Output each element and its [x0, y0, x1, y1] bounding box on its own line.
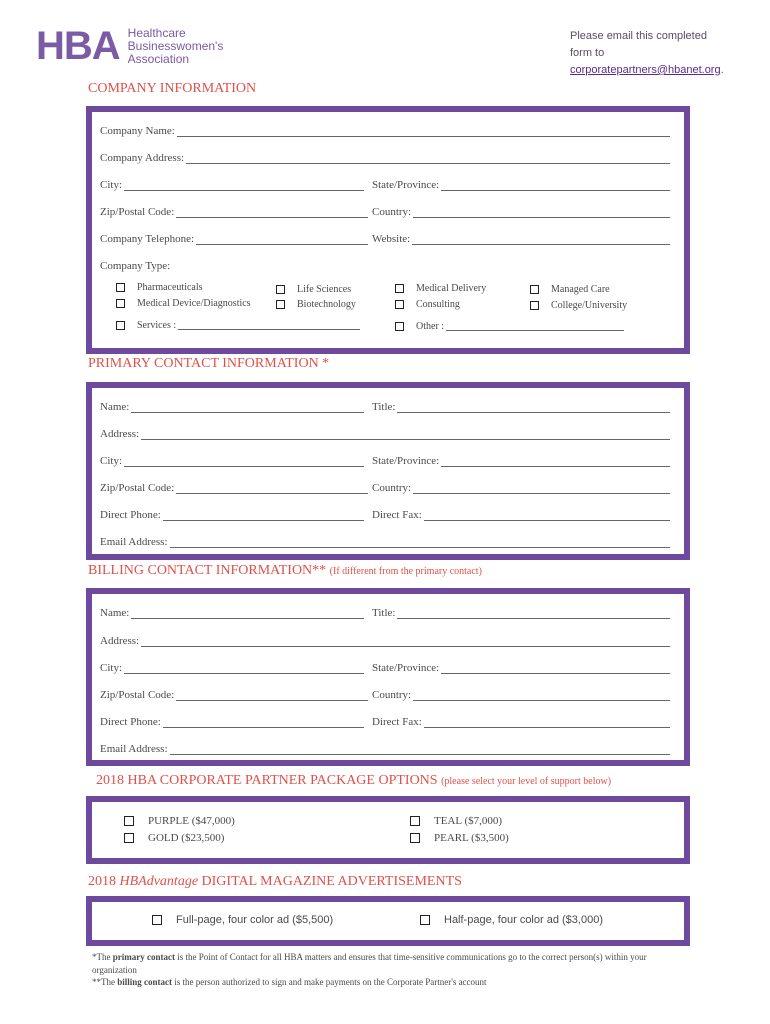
company-city-field[interactable]	[100, 179, 364, 191]
company-name-label: Company Name:	[100, 125, 175, 137]
billing-address-label: Address:	[100, 635, 140, 647]
type-delivery-label: Medical Delivery	[416, 283, 487, 294]
logo-line-1: Healthcare	[127, 25, 186, 40]
billing-zip-line[interactable]	[176, 691, 368, 701]
ad-full-page-option[interactable]	[152, 914, 333, 926]
checkbox[interactable]	[530, 285, 539, 294]
company-state-field[interactable]	[372, 179, 670, 191]
type-other-label: Other :	[416, 321, 445, 332]
ads-title-prefix: 2018	[88, 874, 116, 889]
footnote-2-text: is the person authorized to sign and make payments on the Corporate Partner's account	[174, 977, 487, 987]
billing-section-title	[88, 563, 482, 579]
company-type-label: Company Type:	[100, 260, 171, 272]
primary-email-label: Email Address:	[100, 536, 168, 548]
company-name-field[interactable]	[100, 125, 670, 137]
email-instructions	[570, 28, 724, 79]
logo-line-2: Businesswomen's	[127, 38, 224, 53]
type-college-label: College/University	[551, 300, 628, 311]
primary-fax-label: Direct Fax:	[372, 509, 422, 521]
other-line[interactable]	[446, 322, 624, 331]
company-zip-line[interactable]	[176, 208, 368, 218]
billing-address-field[interactable]	[100, 635, 670, 647]
company-website-label: Website:	[372, 233, 411, 245]
primary-country-line[interactable]	[413, 484, 670, 494]
checkbox[interactable]	[116, 321, 125, 330]
billing-country-label: Country:	[372, 689, 412, 701]
checkbox[interactable]	[410, 816, 420, 826]
billing-phone-line[interactable]	[163, 718, 364, 728]
package-pearl-label: PEARL ($3,500)	[434, 832, 509, 844]
type-services-label: Services :	[137, 320, 177, 331]
primary-zip-line[interactable]	[176, 484, 368, 494]
primary-state-line[interactable]	[441, 457, 670, 467]
primary-email-line[interactable]	[170, 538, 670, 548]
company-info-box	[86, 106, 690, 354]
billing-title-label: Title:	[372, 607, 396, 619]
package-purple-label: PURPLE ($47,000)	[148, 815, 235, 827]
primary-zip-label: Zip/Postal Code:	[100, 482, 175, 494]
billing-state-line[interactable]	[441, 664, 670, 674]
footnote-2-prefix: **The	[92, 977, 115, 987]
billing-fax-line[interactable]	[424, 718, 670, 728]
company-phone-field[interactable]	[100, 233, 368, 245]
checkbox[interactable]	[116, 283, 125, 292]
primary-state-field[interactable]	[372, 455, 670, 467]
footnote-primary	[92, 951, 682, 976]
package-gold-option[interactable]	[124, 832, 224, 844]
primary-email-field[interactable]	[100, 536, 670, 548]
type-managed-label: Managed Care	[551, 284, 610, 295]
logo-mark: HBA	[36, 24, 120, 68]
primary-phone-line[interactable]	[163, 511, 364, 521]
primary-zip-row	[100, 480, 670, 494]
primary-name-row	[100, 399, 670, 413]
footnote-1-prefix: *The	[92, 952, 111, 962]
primary-address-field[interactable]	[100, 428, 670, 440]
billing-name-row	[100, 605, 670, 619]
packages-section-title	[96, 773, 611, 789]
checkbox[interactable]	[395, 322, 404, 331]
billing-country-field[interactable]	[372, 689, 670, 701]
footnote-1-text: is the Point of Contact for all HBA matters and ensures that time-sensitive communications go to the correct person(s) within your organization	[92, 952, 647, 975]
primary-city-field[interactable]	[100, 455, 364, 467]
ads-box	[86, 896, 690, 946]
ad-half-page-option[interactable]	[420, 914, 603, 926]
email-note-line-1: Please email this completed	[570, 30, 707, 42]
email-note-line-2: form to	[570, 47, 605, 59]
company-zip-field[interactable]	[100, 206, 368, 218]
primary-email-row	[100, 534, 670, 548]
billing-phone-label: Direct Phone:	[100, 716, 161, 728]
billing-zip-field[interactable]	[100, 689, 368, 701]
packages-box	[86, 796, 690, 864]
email-note-tail: .	[720, 64, 724, 76]
company-name-line[interactable]	[177, 127, 670, 137]
type-college-option[interactable]	[530, 300, 627, 311]
email-link[interactable]: corporatepartners@hbanet.org	[570, 64, 721, 76]
billing-name-line[interactable]	[131, 609, 364, 619]
billing-email-field[interactable]	[100, 743, 670, 755]
primary-title-label: Title:	[372, 401, 396, 413]
hba-logo	[36, 26, 223, 66]
ad-full-page-label: Full-page, four color ad ($5,500)	[176, 914, 334, 926]
ads-title-suffix: DIGITAL MAGAZINE ADVERTISEMENTS	[201, 874, 462, 889]
billing-city-field[interactable]	[100, 662, 364, 674]
company-city-line[interactable]	[124, 181, 364, 191]
billing-phone-field[interactable]	[100, 716, 364, 728]
type-pharma-option[interactable]	[116, 282, 203, 293]
package-gold-label: GOLD ($23,500)	[148, 832, 225, 844]
company-city-label: City:	[100, 179, 123, 191]
billing-email-row	[100, 741, 670, 755]
checkbox[interactable]	[124, 833, 134, 843]
billing-city-label: City:	[100, 662, 123, 674]
billing-phone-row	[100, 714, 670, 728]
primary-state-label: State/Province:	[372, 455, 440, 467]
primary-phone-row	[100, 507, 670, 521]
billing-country-line[interactable]	[413, 691, 670, 701]
billing-title-note: (If different from the primary contact)	[329, 566, 482, 577]
primary-city-label: City:	[100, 455, 123, 467]
services-line[interactable]	[178, 321, 360, 330]
packages-title-text: 2018 HBA CORPORATE PARTNER PACKAGE OPTIONS	[96, 773, 438, 788]
ad-half-page-label: Half-page, four color ad ($3,000)	[444, 914, 603, 926]
footnote-2-bold: billing contact	[117, 977, 173, 987]
company-website-field[interactable]	[372, 233, 670, 245]
logo-line-3: Association	[127, 51, 190, 66]
company-zip-label: Zip/Postal Code:	[100, 206, 175, 218]
primary-phone-label: Direct Phone:	[100, 509, 161, 521]
company-phone-line[interactable]	[196, 235, 368, 245]
billing-fax-field[interactable]	[372, 716, 670, 728]
billing-city-line[interactable]	[124, 664, 364, 674]
billing-name-field[interactable]	[100, 607, 364, 619]
checkbox[interactable]	[116, 299, 125, 308]
primary-contact-box	[86, 382, 690, 560]
checkbox[interactable]	[530, 301, 539, 310]
company-phone-row	[100, 231, 670, 245]
primary-city-line[interactable]	[124, 457, 364, 467]
type-biotech-label: Biotechnology	[297, 299, 356, 310]
primary-address-row	[100, 426, 670, 440]
billing-address-row	[100, 633, 670, 647]
type-life-sciences-option[interactable]	[276, 284, 351, 295]
primary-phone-field[interactable]	[100, 509, 364, 521]
checkbox[interactable]	[152, 915, 162, 925]
type-pharma-label: Pharmaceuticals	[137, 282, 203, 293]
billing-city-row	[100, 660, 670, 674]
company-address-label: Company Address:	[100, 152, 185, 164]
primary-title-line[interactable]	[397, 403, 670, 413]
checkbox[interactable]	[276, 300, 285, 309]
billing-zip-label: Zip/Postal Code:	[100, 689, 175, 701]
package-pearl-option[interactable]	[410, 832, 509, 844]
primary-country-field[interactable]	[372, 482, 670, 494]
billing-name-label: Name:	[100, 607, 130, 619]
company-state-label: State/Province:	[372, 179, 440, 191]
billing-state-label: State/Province:	[372, 662, 440, 674]
ads-section-title	[88, 874, 462, 890]
checkbox[interactable]	[410, 833, 420, 843]
billing-title-text: BILLING CONTACT INFORMATION**	[88, 563, 327, 578]
type-services-option[interactable]	[116, 320, 360, 331]
company-country-line[interactable]	[413, 208, 670, 218]
company-website-line[interactable]	[412, 235, 670, 245]
company-zip-row	[100, 204, 670, 218]
primary-fax-line[interactable]	[424, 511, 670, 521]
type-consulting-label: Consulting	[416, 299, 460, 310]
type-biotech-option[interactable]	[276, 299, 356, 310]
primary-name-label: Name:	[100, 401, 130, 413]
type-other-option[interactable]	[395, 321, 624, 332]
footnote-billing	[92, 976, 682, 989]
package-teal-label: TEAL ($7,000)	[434, 815, 503, 827]
company-city-row	[100, 177, 670, 191]
company-country-label: Country:	[372, 206, 412, 218]
type-device-label: Medical Device/Diagnostics	[137, 298, 251, 309]
checkbox[interactable]	[420, 915, 430, 925]
company-name-row	[100, 123, 670, 137]
checkbox[interactable]	[395, 284, 404, 293]
package-teal-option[interactable]	[410, 815, 502, 827]
billing-address-line[interactable]	[141, 637, 670, 647]
type-managed-care-option[interactable]	[530, 284, 610, 295]
company-section-title: COMPANY INFORMATION	[88, 81, 257, 96]
company-address-field[interactable]	[100, 152, 670, 164]
package-purple-option[interactable]	[124, 815, 235, 827]
logo-text	[128, 27, 224, 66]
type-delivery-option[interactable]	[395, 283, 486, 294]
type-consulting-option[interactable]	[395, 299, 460, 310]
billing-title-field[interactable]	[372, 607, 670, 619]
footnotes	[92, 951, 682, 989]
billing-email-line[interactable]	[170, 745, 670, 755]
primary-zip-field[interactable]	[100, 482, 368, 494]
type-life-label: Life Sciences	[297, 284, 352, 295]
primary-address-line[interactable]	[141, 430, 670, 440]
packages-title-note: (please select your level of support below)	[441, 776, 612, 787]
company-state-line[interactable]	[441, 181, 670, 191]
billing-email-label: Email Address:	[100, 743, 168, 755]
company-address-line[interactable]	[186, 154, 670, 164]
primary-address-label: Address:	[100, 428, 140, 440]
primary-section-title: PRIMARY CONTACT INFORMATION *	[88, 356, 330, 371]
type-device-option[interactable]	[116, 298, 251, 309]
company-address-row	[100, 150, 670, 164]
billing-fax-label: Direct Fax:	[372, 716, 422, 728]
checkbox[interactable]	[124, 816, 134, 826]
company-type-row	[100, 258, 670, 272]
checkbox[interactable]	[276, 285, 285, 294]
billing-contact-box	[86, 588, 690, 766]
billing-state-field[interactable]	[372, 662, 670, 674]
billing-zip-row	[100, 687, 670, 701]
footnote-1-bold: primary contact	[112, 952, 175, 962]
primary-name-line[interactable]	[131, 403, 364, 413]
primary-title-field[interactable]	[372, 401, 670, 413]
primary-city-row	[100, 453, 670, 467]
checkbox[interactable]	[395, 300, 404, 309]
company-country-field[interactable]	[372, 206, 670, 218]
primary-fax-field[interactable]	[372, 509, 670, 521]
billing-title-line[interactable]	[397, 609, 670, 619]
primary-country-label: Country:	[372, 482, 412, 494]
primary-name-field[interactable]	[100, 401, 364, 413]
company-phone-label: Company Telephone:	[100, 233, 195, 245]
ads-title-italic: HBAdvantage	[119, 874, 199, 889]
